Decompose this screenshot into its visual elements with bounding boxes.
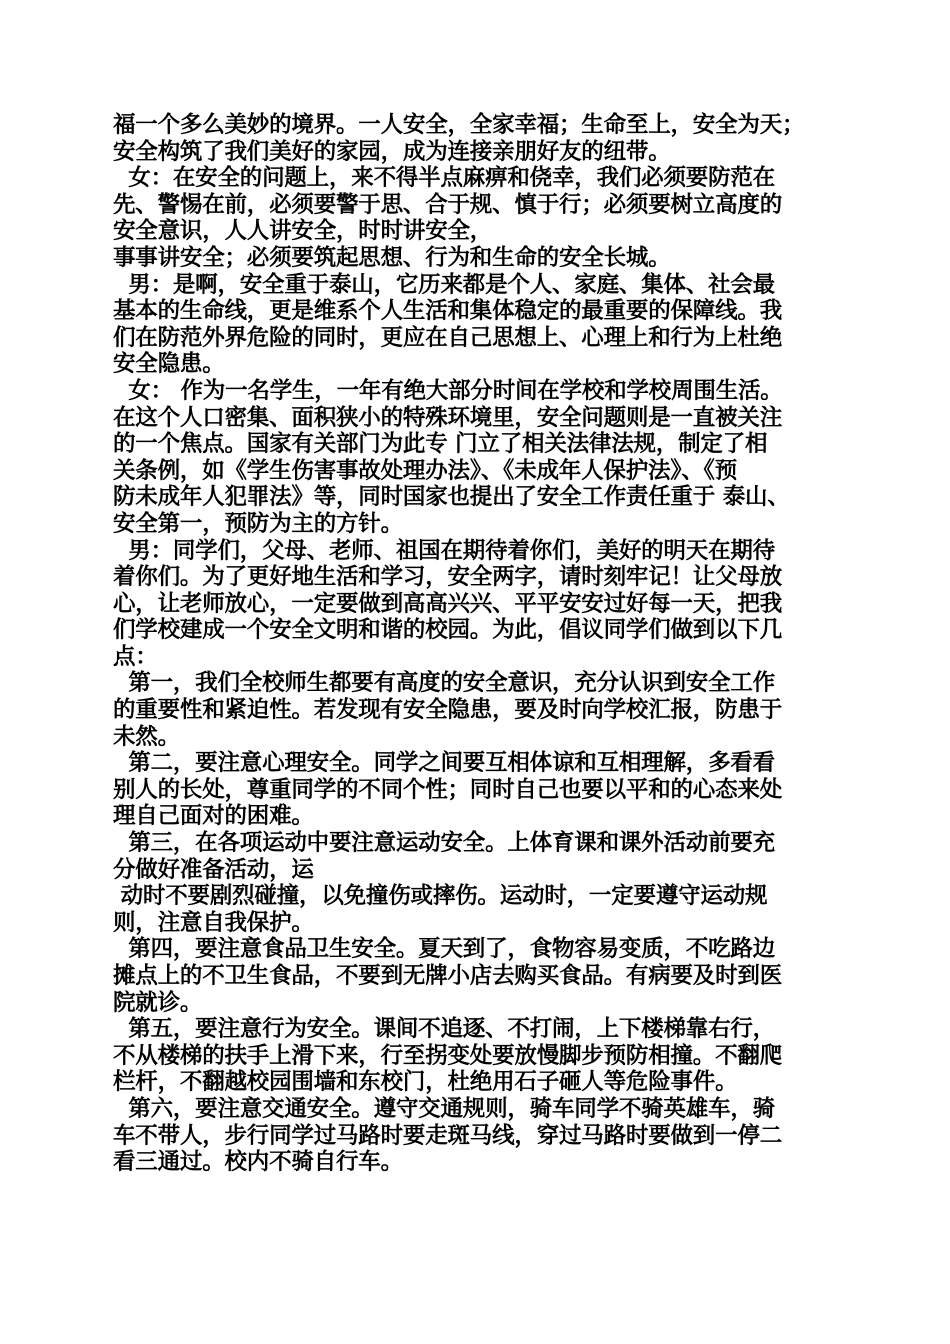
text-line: 防未成年人犯罪法》等，同时国家也提出了安全工作责任重于 泰山、 [113, 484, 790, 511]
text-line: 车不带人，步行同学过马路时要走斑马线，穿过马路时要做到一停二 [113, 1122, 783, 1149]
text-line: 福一个多么美妙的境界。一人安全，全家幸福；生命至上，安全为天； [113, 112, 805, 138]
text-line: 女： 作为一名学生，一年有绝大部分时间在学校和学校周围生活。 [113, 377, 783, 404]
text-line: 第五，要注意行为安全。课间不追逐、不打闹，上下楼梯靠右行， [113, 1016, 775, 1043]
text-line: 着你们。为了更好地生活和学习，安全两字，请时刻牢记！让父母放 [113, 564, 783, 591]
text-line: 心，让老师放心，一定要做到高高兴兴、平平安安过好每一天，把我 [113, 590, 783, 617]
text-line: 关条例，如《学生伤害事故处理办法》、《未成年人保护法》、《预 [113, 457, 738, 484]
text-line: 别人的长处，尊重同学的不同个性；同时自己也要以平和的心态来处 [113, 776, 783, 803]
text-line: 理自己面对的困难。 [113, 803, 314, 830]
text-line: 们学校建成一个安全文明和谐的校园。为此，倡议同学们做到以下几 [113, 617, 783, 644]
text-line: 先、警惕在前，必须要警于思、合于规、慎于行；必须要树立高度的 [113, 191, 783, 218]
text-line: 安全构筑了我们美好的家园，成为连接亲朋好友的纽带。 [113, 138, 671, 165]
text-line: 栏杆，不翻越校园围墙和东校门，杜绝用石子砸人等危险事件。 [113, 1069, 738, 1096]
text-line: 安全隐患。 [113, 351, 225, 378]
text-line: 男：同学们，父母、老师、祖国在期待着你们，美好的明天在期待 [113, 537, 775, 564]
text-line: 分做好准备活动，运 [113, 856, 314, 883]
text-line: 点： [113, 643, 158, 670]
text-line: 未然。 [113, 723, 180, 750]
text-line: 事事讲安全；必须要筑起思想、行为和生命的安全长城。 [113, 244, 671, 271]
text-line: 在这个人口密集、面积狭小的特殊环境里，安全问题则是一直被关注 [113, 404, 783, 431]
text-line: 基本的生命线，更是维系个人生活和集体稳定的最重要的保障线。我 [113, 298, 783, 325]
text-line: 看三通过。校内不骑自行车。 [113, 1149, 403, 1176]
text-line: 院就诊。 [113, 989, 203, 1016]
text-line: 动时不要剧烈碰撞，以免撞伤或摔伤。运动时，一定要遵守运动规 [113, 883, 768, 910]
text-line: 第三，在各项运动中要注意运动安全。上体育课和课外活动前要充 [113, 830, 775, 857]
text-line: 第六，要注意交通安全。遵守交通规则，骑车同学不骑英雄车，骑 [113, 1095, 775, 1122]
document-body [113, 112, 843, 1176]
text-line: 安全第一，预防为主的方针。 [113, 510, 403, 537]
text-line: 们在防范外界危险的同时，更应在自己思想上、心理上和行为上杜绝 [113, 324, 783, 351]
text-line: 第一，我们全校师生都要有高度的安全意识，充分认识到安全工作 [113, 670, 775, 697]
text-line: 则，注意自我保护。 [113, 909, 314, 936]
text-line: 安全意识，人人讲安全，时时讲安全， [113, 218, 493, 245]
text-line: 的一个焦点。国家有关部门为此专 门立了相关法律法规，制定了相 [113, 431, 768, 458]
text-line: 第四，要注意食品卫生安全。夏天到了，食物容易变质，不吃路边 [113, 936, 775, 963]
text-line: 第二，要注意心理安全。同学之间要互相体谅和互相理解，多看看 [113, 750, 775, 777]
text-line: 不从楼梯的扶手上滑下来，行至拐变处要放慢脚步预防相撞。不翻爬 [113, 1042, 783, 1069]
text-line: 摊点上的不卫生食品，不要到无牌小店去购买食品。有病要及时到医 [113, 963, 783, 989]
text-line: 的重要性和紧迫性。若发现有安全隐患，要及时向学校汇报，防患于 [113, 697, 783, 724]
text-line: 女：在安全的问题上，来不得半点麻痹和侥幸，我们必须要防范在 [113, 165, 775, 192]
text-line: 男：是啊，安全重于泰山，它历来都是个人、家庭、集体、社会最 [113, 271, 775, 298]
